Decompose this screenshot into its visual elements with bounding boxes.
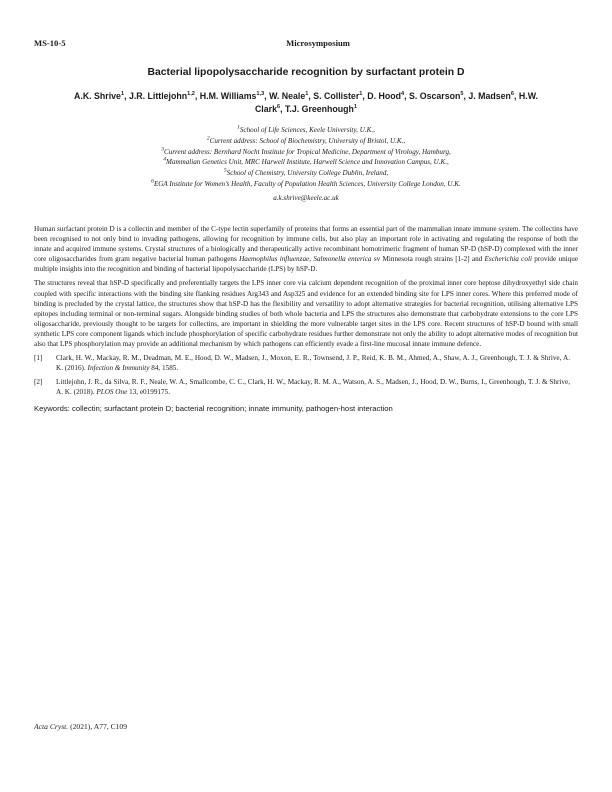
- author: [74, 91, 124, 101]
- author-affiliation-mark: 6: [510, 91, 515, 98]
- author-name: H.W. Clark: [254, 91, 538, 114]
- reference-authors: Clark, H. W., Mackay, R. M., Deadman, M. E., Hood, D. W., Madsen, J., Moxon, E. R., Townsend, J. P., Reid, K. B. M., Ahmed, A., Shaw, A. J., Greenhough, T. J. & Shrive, A. K. (2016).: [56, 354, 570, 373]
- reference-number: [2]: [34, 378, 43, 387]
- footer-citation: [34, 722, 127, 731]
- author-affiliation-mark: 1: [120, 91, 125, 98]
- affiliation-number: 3: [161, 146, 165, 153]
- footer-journal: Acta Cryst.: [34, 722, 69, 731]
- author: [129, 91, 195, 101]
- author-affiliation-mark: 1: [353, 103, 358, 110]
- affiliation-number: 6: [151, 178, 154, 185]
- author-name: W. Neale: [269, 91, 306, 101]
- author-affiliation-mark: 1,2: [187, 91, 195, 98]
- author-name: S. Collister: [313, 91, 360, 101]
- author-name: T.J. Greenhough: [284, 103, 354, 114]
- reference-journal: Infection & Immunity: [87, 364, 150, 373]
- abstract-code: MS-10-5: [34, 38, 66, 48]
- species-name: Escherichia coli: [484, 255, 532, 264]
- reference: [34, 377, 578, 397]
- author: [409, 91, 463, 101]
- section-header: Microsymposium: [286, 38, 350, 48]
- paragraph-1-text-a: Human surfactant protein D is a collectin and member of the C-type lectin superfamily of proteins that forms an essential part of the mammalian innate immune system. The collectins have been recognised to not only bind to invading pathogens, allowing for recognition by immune cells, but also play an important role in activating and regulating the response of both the innate and acquired immune systems. Crystal structures of a biologically and therapeutically active recombinant homotrimeric fragment of human SP-D (hSP-D) complexed with the inner core oligosaccharides from gram negative bacterial human pathogens: [34, 225, 578, 264]
- affiliation-text: School of Life Sciences, Keele University, U.K.,: [239, 126, 375, 134]
- paragraph-2: The structures reveal that hSP-D specifically and preferentially targets the LPS inner core via calcium dependent recognition of the proximal inner core heptose dihydroxyethyl side chain coupled with specific interactions with the binding site flanking residues Arg343 and Asp325 and evidence for an extended binding site for LPS inner cores. Where this preferred mode of binding is precluded by the crystal lattice, the structures show that hSP-D has the flexibility and versatility to adopt alternative strategies for bacterial recognition, utilising alternative LPS epitopes including terminal or non-terminal sugars. Alongside binding studies of both whole bacteria and LPS the structures also demonstrate that carbohydrate extensions to the core LPS oligosaccharide, previously thought to be targets for collectins, are important in shielding the more vulnerable target sites in the LPS core. Recent structures of hSP-D bound with small synthetic LPS core component ligands which include phosphorylation of specific carbohydrate residues further demonstrate not only the ability to adopt alternative modes of recognition but also that LPS phosphorylation may provide an additional mechanism by which pathogens can efficiently evade a first-line mucosal innate immune defence.: [34, 279, 578, 349]
- author-affiliation-mark: 1: [359, 91, 363, 98]
- affiliation-text: School of Chemistry, University College Dublin, Ireland,: [226, 169, 389, 178]
- affiliation: [34, 147, 578, 158]
- affiliation: [34, 125, 578, 136]
- author-name: A.K. Shrive: [74, 91, 121, 101]
- paper-title: Bacterial lipopolysaccharide recognition by surfactant protein D: [147, 67, 465, 78]
- affiliation-text: Mammalian Genetics Unit, MRC Harwell Institute, Harwell Science and Innovation Campus, U.K.,: [166, 158, 449, 167]
- reference-list: [34, 353, 578, 397]
- author-affiliation-mark: 6: [276, 103, 281, 110]
- reference-number: [1]: [34, 354, 43, 363]
- affiliation: [34, 136, 578, 147]
- paragraph-1-text-d: provide unique multiple insights into the recognition and binding of bacterial lipopolysaccharide (LPS) by hSP-D.: [34, 255, 579, 274]
- affiliation: [34, 168, 578, 179]
- author-affiliation-mark: 4: [400, 91, 405, 98]
- author-name: D. Hood: [367, 91, 401, 101]
- author-name: S. Oscarson: [409, 91, 461, 101]
- author-name: J. Madsen: [468, 91, 511, 101]
- footer-volume: (2021), A77, C109: [68, 722, 128, 731]
- author-name: J.R. Littlejohn: [128, 91, 188, 101]
- reference-text: [56, 353, 578, 373]
- author-list: A.K. Shrive$^1$, J.R. Littlejohn$^{1,2}$, H.M. Williams$^{1,3}$, W. Neale$^1$, S. Collister$^1$, D. Hood$^4$, S. Oscarson$^5$, J. Madsen$^6$, H.W. Clark$^6$, T.J. Greenhough$^1$: [74, 91, 538, 114]
- author: [285, 104, 357, 114]
- abstract-body: [34, 224, 578, 414]
- reference-volume: 84, 1585.: [149, 364, 179, 373]
- author: [200, 91, 264, 101]
- affiliation-text: Current address: School of Biochemistry, University of Bristol, U.K.,: [209, 136, 406, 145]
- affiliation-number: 1: [237, 124, 240, 131]
- author-affiliation-mark: 5: [460, 91, 464, 98]
- author-affiliation-mark: 1,3: [256, 91, 265, 98]
- affiliation: [34, 179, 578, 190]
- author: [367, 91, 404, 101]
- reference: [34, 353, 578, 373]
- affiliation-number: 5: [223, 167, 227, 174]
- affiliation-text: EGA Institute for Women’s Health, Faculty of Population Health Sciences, University College London, U.K.: [153, 179, 461, 188]
- author: [269, 91, 308, 101]
- author: [313, 91, 362, 101]
- affiliations: [34, 125, 578, 204]
- reference-volume: 13, e0199175.: [127, 388, 171, 397]
- affiliation-text: Current address: Bernhard Nocht Institute for Tropical Medicine, Department of Virology, Hamburg,: [164, 147, 451, 156]
- reference-text: [56, 377, 578, 397]
- species-name: Haemophilus influenzae,: [239, 255, 312, 264]
- author: [468, 91, 514, 101]
- contact-email: a.k.shrive@keele.ac.uk: [273, 193, 339, 202]
- keywords: Keywords: collectin; surfactant protein D; bacterial recognition; innate immunity, pathogen-host interaction: [34, 403, 393, 413]
- reference-journal: PLOS One: [96, 388, 128, 397]
- affiliation: [34, 157, 578, 168]
- reference-authors: Littlejohn, J. R., da Silva, R. F., Neale, W. A., Smallcombe, C. C., Clark, H. W., Mackay, R. M. A., Watson, A. S., Madsen, J., Hood, D. W., Burns, I., Greenhough, T. J. & Shrive, A. K. (2018).: [56, 378, 570, 397]
- affiliation-number: 4: [163, 157, 167, 164]
- author-name: H.M. Williams: [199, 91, 257, 101]
- paragraph-1: [34, 224, 578, 274]
- author-affiliation-mark: 1: [305, 91, 309, 98]
- affiliation-number: 2: [206, 135, 210, 142]
- species-name: Salmonella enterica: [313, 255, 372, 264]
- paragraph-1-text-c: sv Minnesota rough strains [1-2] and: [371, 255, 485, 264]
